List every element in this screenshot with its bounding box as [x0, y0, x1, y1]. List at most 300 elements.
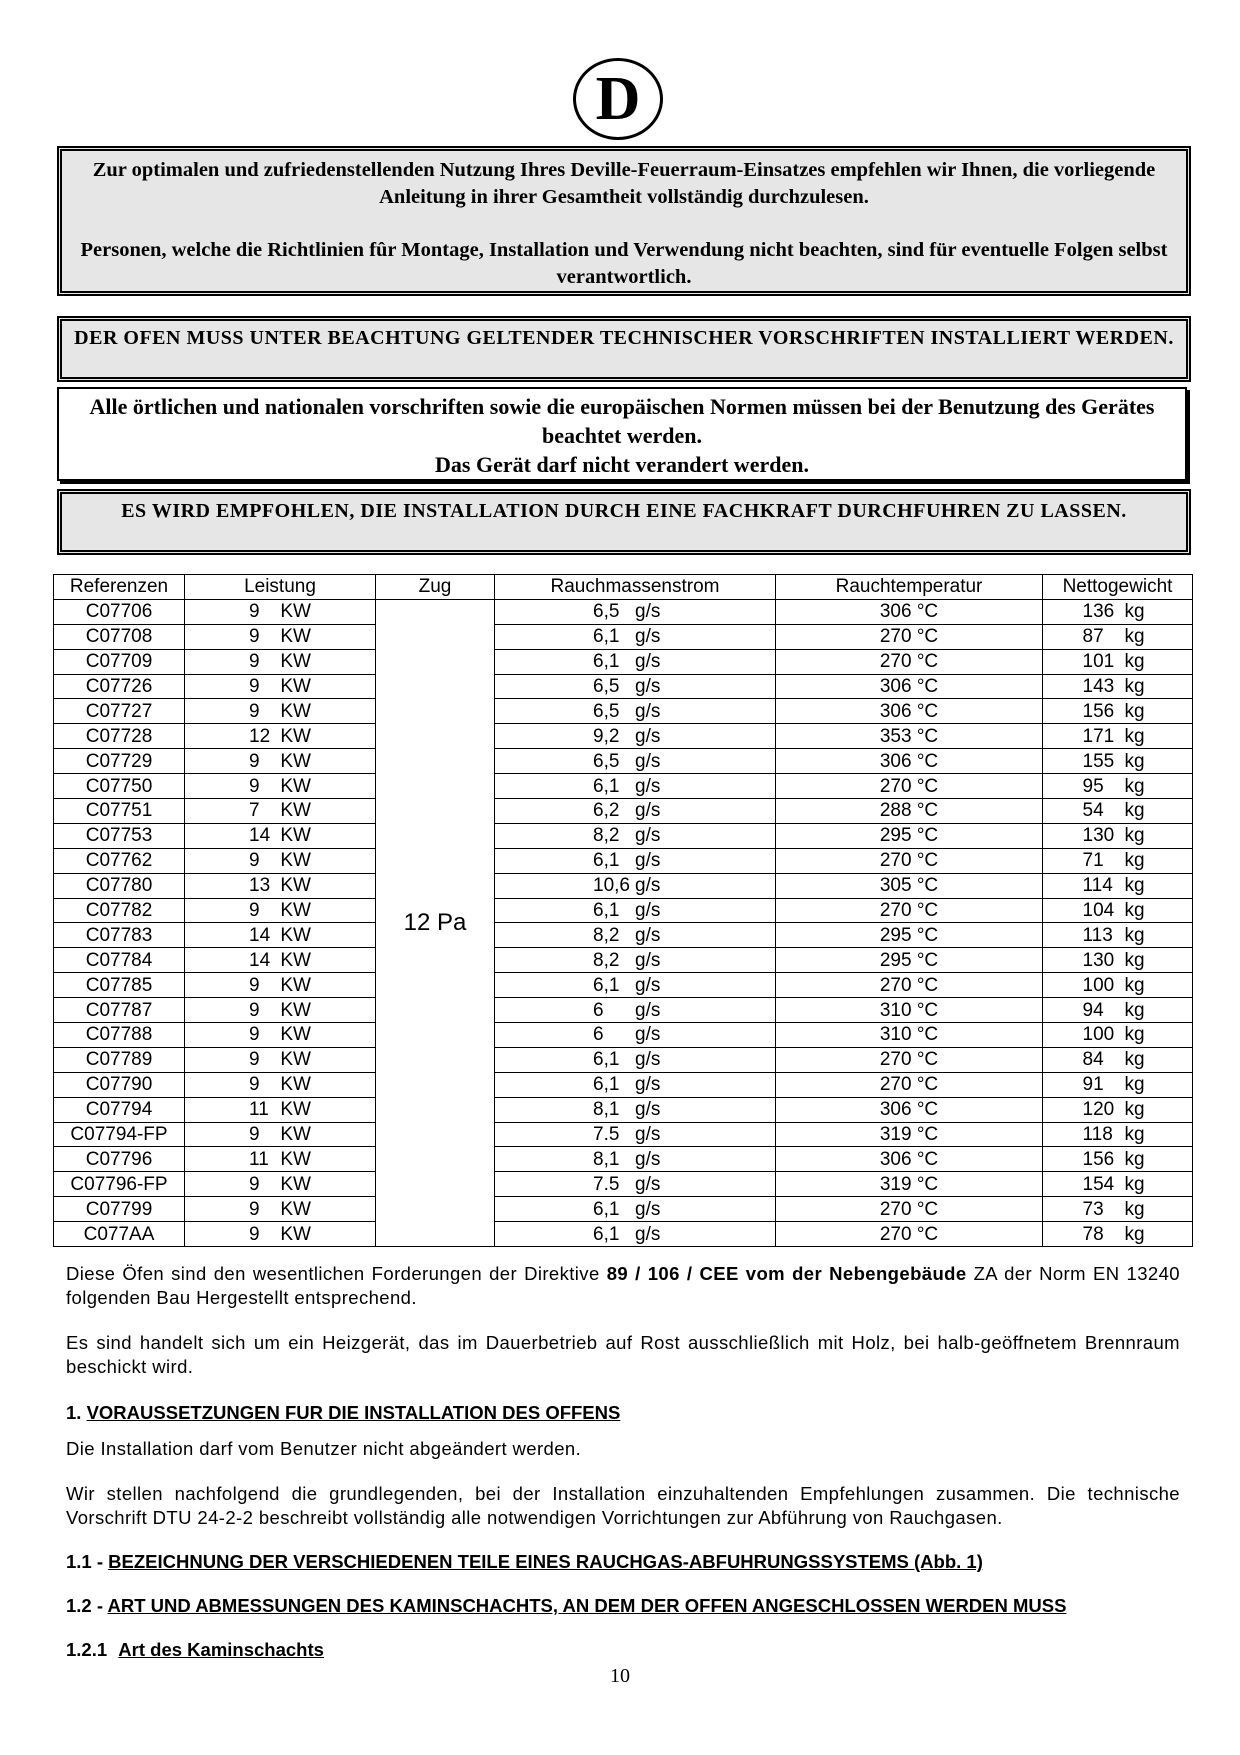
cell-reference: C07782	[54, 898, 185, 923]
power-value: 12	[249, 725, 271, 747]
cell-power	[185, 799, 376, 824]
flow-unit: g/s	[635, 924, 661, 946]
section-1-2-1-number: 1.2.1	[66, 1639, 108, 1660]
weight-value: 143	[1082, 676, 1115, 697]
power-value: 9	[249, 676, 260, 697]
power-unit: KW	[280, 1198, 311, 1220]
weight-value: 114	[1082, 875, 1113, 897]
directive-text-pre: Diese Öfen sind den wesentlichen Forderungen der Direktive	[66, 1263, 607, 1284]
power-value: 9	[249, 1049, 260, 1071]
cell-power	[185, 823, 376, 848]
table-row	[54, 1222, 1193, 1247]
table-row	[54, 1147, 1193, 1172]
flow-value: 8,2	[593, 924, 620, 946]
flow-unit: g/s	[635, 626, 661, 648]
flow-unit: g/s	[635, 750, 661, 772]
flow-unit: g/s	[635, 700, 661, 722]
weight-value: 118	[1082, 1124, 1113, 1146]
weight-unit: kg	[1124, 700, 1145, 722]
power-value: 9	[249, 999, 260, 1021]
cell-power	[185, 774, 376, 799]
cell-reference: C07728	[54, 724, 185, 749]
cell-reference: C07729	[54, 749, 185, 774]
cell-flue-gas-mass-flow	[495, 948, 776, 973]
cell-reference: C07785	[54, 973, 185, 998]
cell-flue-gas-mass-flow	[495, 1222, 776, 1247]
flow-value: 6,1	[593, 651, 620, 673]
power-value: 9	[249, 651, 260, 673]
table-row	[54, 1072, 1193, 1097]
cell-power	[185, 674, 376, 699]
standards-warning	[57, 387, 1187, 481]
section-1-2-1-title: Art des Kaminschachts	[118, 1639, 324, 1660]
cell-flue-gas-temperature: 295 °C	[776, 823, 1043, 848]
directive-text-bold: 89 / 106 / CEE vom der Nebengebäude	[606, 1263, 967, 1284]
cell-flue-gas-temperature: 270 °C	[776, 774, 1043, 799]
recommendations-text: Wir stellen nachfolgend die grundlegenden, bei der Installation einzuhaltenden Empfehlungen zusammen. Die technische Vorschrift DTU 24-2-2 beschreibt vollständig alle notwendigen Vorrichtungen zur Abführung von Rauchgasen.	[66, 1483, 1180, 1528]
cell-power	[185, 1122, 376, 1147]
cell-flue-gas-temperature: 270 °C	[776, 624, 1043, 649]
weight-value: 84	[1082, 1049, 1104, 1071]
cell-flue-gas-mass-flow	[495, 1147, 776, 1172]
cell-net-weight	[1043, 1222, 1193, 1247]
cell-power	[185, 1147, 376, 1172]
header-zug: Zug	[376, 575, 495, 600]
weight-unit: kg	[1124, 775, 1145, 797]
cell-flue-gas-mass-flow	[495, 973, 776, 998]
table-row	[54, 823, 1193, 848]
section-1-2-heading	[66, 1594, 1066, 1618]
flow-unit: g/s	[635, 825, 661, 847]
table-row	[54, 674, 1193, 699]
intro-paragraph-1: Zur optimalen und zufriedenstellenden Nutzung Ihres Deville-Feuerraum-Einsatzes empfehlen wir Ihnen, die vorliegende Anleitung in ihrer Gesamtheit vollständig durchzulesen.	[92, 159, 1156, 208]
weight-value: 104	[1082, 900, 1115, 922]
cell-reference: C07790	[54, 1072, 185, 1097]
flow-value: 6,1	[593, 775, 620, 797]
cell-flue-gas-mass-flow	[495, 998, 776, 1023]
table-row	[54, 923, 1193, 948]
power-value: 9	[249, 1074, 260, 1096]
weight-unit: kg	[1124, 1074, 1145, 1096]
table-row	[54, 1097, 1193, 1122]
power-value: 9	[249, 1198, 260, 1220]
weight-value: 54	[1082, 800, 1104, 822]
section-1-heading	[66, 1401, 620, 1425]
weight-value: 94	[1082, 999, 1104, 1021]
weight-unit: kg	[1124, 1024, 1145, 1046]
cell-flue-gas-temperature: 306 °C	[776, 599, 1043, 624]
table-row	[54, 848, 1193, 873]
cell-flue-gas-mass-flow	[495, 848, 776, 873]
table-header-row	[54, 575, 1193, 600]
power-value: 9	[249, 1173, 260, 1195]
power-value: 9	[249, 775, 260, 797]
weight-value: 87	[1082, 626, 1104, 648]
cell-net-weight	[1043, 1047, 1193, 1072]
flow-unit: g/s	[635, 1198, 661, 1220]
weight-value: 91	[1082, 1074, 1104, 1096]
cell-reference: C07794-FP	[54, 1122, 185, 1147]
power-unit: KW	[280, 850, 311, 872]
cell-net-weight	[1043, 1072, 1193, 1097]
flow-unit: g/s	[635, 676, 661, 697]
cell-flue-gas-temperature: 305 °C	[776, 873, 1043, 898]
flow-unit: g/s	[635, 1173, 661, 1195]
cell-net-weight	[1043, 699, 1193, 724]
power-value: 9	[249, 626, 260, 648]
weight-value: 73	[1082, 1198, 1104, 1220]
cell-reference: C07789	[54, 1047, 185, 1072]
weight-value: 130	[1082, 949, 1115, 971]
power-unit: KW	[280, 875, 311, 897]
directive-text-post: ZA der Norm EN 13240 folgenden Bau Hergestellt entsprechend.	[66, 1263, 1180, 1308]
cell-flue-gas-temperature: 306 °C	[776, 1147, 1043, 1172]
cell-flue-gas-temperature: 270 °C	[776, 848, 1043, 873]
flow-value: 7.5	[593, 1124, 620, 1146]
standards-warning-line-2: Das Gerät darf nicht verandert werden.	[435, 452, 809, 477]
table-row	[54, 973, 1193, 998]
power-value: 11	[249, 1148, 269, 1170]
cell-flue-gas-mass-flow	[495, 923, 776, 948]
cell-power	[185, 599, 376, 624]
section-1-2-title: ART UND ABMESSUNGEN DES KAMINSCHACHTS, AN DEM DER OFFEN ANGESCHLOSSEN WERDEN MUSS	[107, 1595, 1067, 1616]
cell-flue-gas-mass-flow	[495, 674, 776, 699]
weight-value: 136	[1082, 601, 1115, 623]
cell-reference: C07780	[54, 873, 185, 898]
cell-flue-gas-temperature: 310 °C	[776, 998, 1043, 1023]
weight-unit: kg	[1124, 1049, 1145, 1071]
header-rauchtemperatur: Rauchtemperatur	[776, 575, 1043, 600]
weight-unit: kg	[1124, 601, 1145, 623]
cell-flue-gas-mass-flow	[495, 1023, 776, 1048]
cell-net-weight	[1043, 749, 1193, 774]
flow-unit: g/s	[635, 651, 661, 673]
directive-paragraph	[66, 1262, 1180, 1310]
header-nettogewicht: Nettogewicht	[1043, 575, 1193, 600]
flow-unit: g/s	[635, 1124, 661, 1146]
flow-unit: g/s	[635, 1049, 661, 1071]
flow-value: 8,1	[593, 1148, 620, 1170]
language-badge: D	[573, 58, 663, 140]
cell-net-weight	[1043, 724, 1193, 749]
weight-unit: kg	[1124, 800, 1145, 822]
cell-reference: C07787	[54, 998, 185, 1023]
cell-flue-gas-mass-flow	[495, 599, 776, 624]
weight-value: 156	[1082, 1148, 1115, 1170]
cell-flue-gas-temperature: 270 °C	[776, 898, 1043, 923]
cell-net-weight	[1043, 1147, 1193, 1172]
section-1-2-number: 1.2 -	[66, 1595, 104, 1616]
power-value: 9	[249, 900, 260, 922]
weight-unit: kg	[1124, 974, 1145, 996]
power-unit: KW	[280, 1074, 311, 1096]
cell-net-weight	[1043, 973, 1193, 998]
cell-reference: C07726	[54, 674, 185, 699]
cell-flue-gas-mass-flow	[495, 624, 776, 649]
table-row	[54, 1172, 1193, 1197]
flow-value: 6,1	[593, 1223, 620, 1245]
flow-value: 6,1	[593, 974, 620, 996]
cell-net-weight	[1043, 599, 1193, 624]
weight-unit: kg	[1124, 875, 1145, 897]
cell-flue-gas-mass-flow	[495, 898, 776, 923]
cell-reference: C07751	[54, 799, 185, 824]
flow-value: 7.5	[593, 1173, 620, 1195]
power-unit: KW	[280, 1148, 311, 1170]
flow-unit: g/s	[635, 601, 661, 623]
section-1-2-1-heading	[66, 1638, 324, 1662]
flow-unit: g/s	[635, 1099, 661, 1121]
weight-value: 101	[1082, 651, 1115, 673]
weight-unit: kg	[1124, 850, 1145, 872]
section-1-1-title: BEZEICHNUNG DER VERSCHIEDENEN TEILE EINES RAUCHGAS-ABFUHRUNGSSYSTEMS (Abb. 1)	[108, 1551, 983, 1572]
cell-reference: C07727	[54, 699, 185, 724]
power-unit: KW	[280, 626, 311, 648]
power-unit: KW	[280, 1173, 311, 1195]
installation-regulations-warning: DER OFEN MUSS UNTER BEACHTUNG GELTENDER TECHNISCHER VORSCHRIFTEN INSTALLIERT WERDEN.	[57, 316, 1191, 382]
cell-flue-gas-mass-flow	[495, 799, 776, 824]
table-row	[54, 998, 1193, 1023]
table-row	[54, 1047, 1193, 1072]
cell-flue-gas-temperature: 295 °C	[776, 923, 1043, 948]
intro-paragraph-2: Personen, welche die Richtlinien fûr Montage, Installation und Verwendung nicht beachten, sind für eventuelle Folgen selbst verantwortlich.	[80, 239, 1168, 288]
power-unit: KW	[280, 999, 311, 1021]
weight-value: 154	[1082, 1173, 1115, 1195]
cell-power	[185, 1197, 376, 1222]
cell-flue-gas-mass-flow	[495, 724, 776, 749]
cell-net-weight	[1043, 948, 1193, 973]
table-row	[54, 774, 1193, 799]
cell-flue-gas-mass-flow	[495, 823, 776, 848]
heater-description-paragraph	[66, 1331, 1180, 1379]
flow-value: 6,5	[593, 750, 620, 772]
weight-unit: kg	[1124, 676, 1145, 697]
cell-reference: C077AA	[54, 1222, 185, 1247]
cell-flue-gas-mass-flow	[495, 1172, 776, 1197]
cell-flue-gas-mass-flow	[495, 1122, 776, 1147]
weight-value: 155	[1082, 750, 1115, 772]
table-row	[54, 1122, 1193, 1147]
flow-value: 9,2	[593, 725, 620, 747]
power-value: 7	[249, 800, 260, 822]
flow-value: 6	[593, 1024, 604, 1046]
weight-unit: kg	[1124, 825, 1145, 847]
cell-power	[185, 1222, 376, 1247]
flow-value: 6,2	[593, 800, 620, 822]
cell-power	[185, 624, 376, 649]
weight-value: 78	[1082, 1223, 1104, 1245]
flow-value: 6,1	[593, 850, 620, 872]
flow-value: 10,6	[593, 875, 630, 897]
cell-flue-gas-temperature: 270 °C	[776, 649, 1043, 674]
power-value: 14	[249, 949, 271, 971]
weight-unit: kg	[1124, 1173, 1145, 1195]
flow-value: 6,1	[593, 1198, 620, 1220]
cell-flue-gas-temperature: 306 °C	[776, 674, 1043, 699]
cell-flue-gas-temperature: 288 °C	[776, 799, 1043, 824]
power-value: 9	[249, 850, 260, 872]
cell-flue-gas-temperature: 295 °C	[776, 948, 1043, 973]
section-1-1-heading	[66, 1550, 983, 1574]
power-value: 14	[249, 924, 271, 946]
cell-power	[185, 973, 376, 998]
cell-flue-gas-mass-flow	[495, 774, 776, 799]
flow-value: 6,5	[593, 700, 620, 722]
power-unit: KW	[280, 900, 311, 922]
power-value: 9	[249, 700, 260, 722]
weight-unit: kg	[1124, 1148, 1145, 1170]
flow-unit: g/s	[635, 725, 661, 747]
weight-value: 95	[1082, 775, 1104, 797]
cell-reference: C07794	[54, 1097, 185, 1122]
flow-value: 8,1	[593, 1099, 620, 1121]
cell-net-weight	[1043, 1097, 1193, 1122]
cell-power	[185, 1072, 376, 1097]
header-rauchmassenstrom: Rauchmassenstrom	[495, 575, 776, 600]
table-row	[54, 649, 1193, 674]
cell-flue-gas-temperature: 270 °C	[776, 1197, 1043, 1222]
cell-reference: C07788	[54, 1023, 185, 1048]
table-row	[54, 624, 1193, 649]
flow-unit: g/s	[635, 800, 661, 822]
flow-value: 8,2	[593, 949, 620, 971]
power-value: 11	[249, 1099, 269, 1121]
weight-value: 156	[1082, 700, 1115, 722]
cell-flue-gas-temperature: 319 °C	[776, 1172, 1043, 1197]
cell-power	[185, 724, 376, 749]
flow-unit: g/s	[635, 1223, 661, 1245]
cell-flue-gas-temperature: 319 °C	[776, 1122, 1043, 1147]
weight-value: 113	[1082, 924, 1113, 946]
flow-unit: g/s	[635, 974, 661, 996]
section-1-number: 1.	[66, 1402, 82, 1423]
power-unit: KW	[280, 725, 311, 747]
weight-value: 71	[1082, 850, 1104, 872]
power-value: 9	[249, 1124, 260, 1146]
power-unit: KW	[280, 1099, 311, 1121]
header-leistung: Leistung	[185, 575, 376, 600]
cell-net-weight	[1043, 774, 1193, 799]
weight-unit: kg	[1124, 924, 1145, 946]
cell-power	[185, 699, 376, 724]
cell-reference: C07706	[54, 599, 185, 624]
flow-value: 6,1	[593, 1049, 620, 1071]
cell-net-weight	[1043, 1122, 1193, 1147]
cell-flue-gas-mass-flow	[495, 1047, 776, 1072]
cell-net-weight	[1043, 998, 1193, 1023]
cell-net-weight	[1043, 649, 1193, 674]
cell-power	[185, 873, 376, 898]
intro-notice	[57, 146, 1191, 296]
flow-value: 6,5	[593, 601, 620, 623]
flow-unit: g/s	[635, 1024, 661, 1046]
cell-power	[185, 948, 376, 973]
cell-power	[185, 848, 376, 873]
cell-reference: C07709	[54, 649, 185, 674]
cell-power	[185, 923, 376, 948]
cell-net-weight	[1043, 1197, 1193, 1222]
power-unit: KW	[280, 1124, 311, 1146]
cell-net-weight	[1043, 1023, 1193, 1048]
cell-power	[185, 1047, 376, 1072]
cell-net-weight	[1043, 873, 1193, 898]
weight-unit: kg	[1124, 999, 1145, 1021]
standards-warning-line-1: Alle örtlichen und nationalen vorschriften sowie die europäischen Normen müssen bei der Benutzung des Gerätes beachtet werden.	[89, 394, 1155, 448]
weight-unit: kg	[1124, 1099, 1145, 1121]
page-number: 10	[610, 1665, 630, 1687]
table-row	[54, 724, 1193, 749]
flow-unit: g/s	[635, 999, 661, 1021]
weight-unit: kg	[1124, 949, 1145, 971]
no-modification-paragraph	[66, 1437, 1180, 1461]
power-value: 9	[249, 601, 260, 623]
cell-flue-gas-mass-flow	[495, 749, 776, 774]
cell-power	[185, 749, 376, 774]
table-row	[54, 749, 1193, 774]
cell-flue-gas-temperature: 270 °C	[776, 973, 1043, 998]
cell-flue-gas-mass-flow	[495, 1072, 776, 1097]
power-value: 9	[249, 974, 260, 996]
power-unit: KW	[280, 775, 311, 797]
power-unit: KW	[280, 1049, 311, 1071]
header-referenzen: Referenzen	[54, 575, 185, 600]
cell-net-weight	[1043, 823, 1193, 848]
power-value: 9	[249, 1223, 260, 1245]
weight-value: 171	[1082, 725, 1115, 747]
cell-flue-gas-temperature: 270 °C	[776, 1072, 1043, 1097]
power-value: 13	[249, 875, 271, 897]
weight-unit: kg	[1124, 651, 1145, 673]
table-row	[54, 799, 1193, 824]
flow-unit: g/s	[635, 900, 661, 922]
flow-unit: g/s	[635, 850, 661, 872]
cell-reference: C07750	[54, 774, 185, 799]
table-row	[54, 699, 1193, 724]
weight-value: 120	[1082, 1099, 1115, 1121]
power-unit: KW	[280, 800, 311, 822]
table-body	[54, 599, 1193, 1246]
power-unit: KW	[280, 949, 311, 971]
cell-flue-gas-temperature: 270 °C	[776, 1047, 1043, 1072]
table-row	[54, 873, 1193, 898]
flow-value: 6,1	[593, 1074, 620, 1096]
section-1-1-number: 1.1 -	[66, 1551, 104, 1572]
cell-power	[185, 898, 376, 923]
heater-description-text: Es sind handelt sich um ein Heizgerät, das im Dauerbetrieb auf Rost ausschließlich mit Holz, bei halb-geöffnetem Brennraum beschickt wird.	[66, 1332, 1180, 1377]
cell-power	[185, 649, 376, 674]
power-unit: KW	[280, 676, 311, 697]
section-1-title: VORAUSSETZUNGEN FUR DIE INSTALLATION DES OFFENS	[86, 1402, 621, 1423]
cell-reference: C07796	[54, 1147, 185, 1172]
cell-flue-gas-temperature: 306 °C	[776, 699, 1043, 724]
no-modification-text: Die Installation darf vom Benutzer nicht abgeändert werden.	[66, 1438, 582, 1459]
power-unit: KW	[280, 924, 311, 946]
weight-unit: kg	[1124, 1124, 1145, 1146]
weight-unit: kg	[1124, 900, 1145, 922]
weight-value: 100	[1082, 974, 1115, 996]
table-row	[54, 599, 1193, 624]
weight-unit: kg	[1124, 1198, 1145, 1220]
flow-value: 6,1	[593, 626, 620, 648]
recommendations-paragraph	[66, 1482, 1180, 1530]
cell-net-weight	[1043, 674, 1193, 699]
cell-reference: C07784	[54, 948, 185, 973]
flow-unit: g/s	[635, 775, 661, 797]
power-unit: KW	[280, 825, 311, 847]
table-row	[54, 948, 1193, 973]
power-unit: KW	[280, 651, 311, 673]
power-unit: KW	[280, 750, 311, 772]
